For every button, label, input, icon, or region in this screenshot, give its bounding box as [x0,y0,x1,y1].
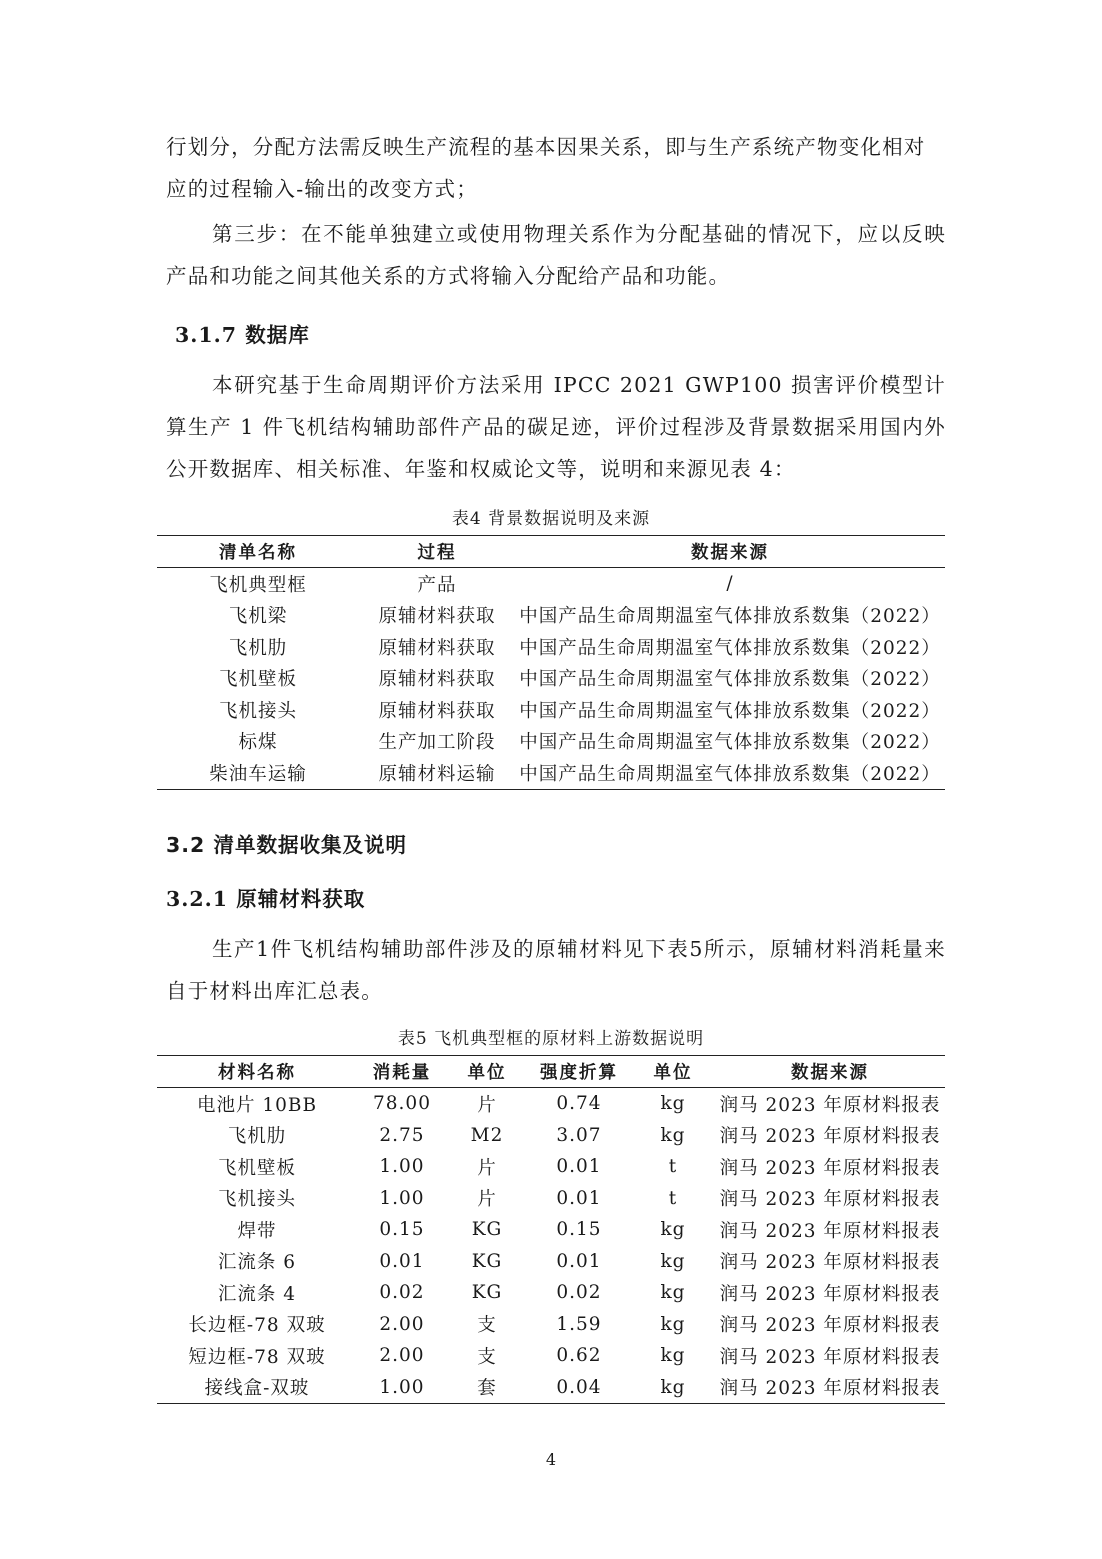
table-cell: 柴油车运输 [209,763,307,785]
table-cell: 中国产品生命周期温室气体排放系数集（2022） [519,732,941,754]
table-cell: 中国产品生命周期温室气体排放系数集（2022） [519,763,941,785]
table-cell: / [726,573,734,595]
table-cell: kg [660,1250,686,1272]
table-cell: 生产加工阶段 [378,732,496,754]
table-cell: 片 [477,1094,497,1116]
table-cell: KG [471,1282,503,1304]
table-cell: 飞机壁板 [218,669,297,691]
table-cell: 1.00 [379,1187,425,1209]
table5-header-cell: 消耗量 [372,1063,432,1083]
table-cell: 产品 [417,574,457,596]
table-cell: 支 [477,1315,497,1337]
table-cell: 中国产品生命周期温室气体排放系数集（2022） [519,637,941,659]
table-row [157,1151,945,1183]
table5-header-cell: 单位 [653,1063,693,1083]
table5-header-cell: 材料名称 [218,1063,296,1083]
table-cell: 0.01 [556,1187,602,1209]
table-cell: 润马 2023 年原材料报表 [719,1126,941,1148]
table4-header-cell: 过程 [417,543,457,563]
table-row [157,600,945,632]
table-cell: 标煤 [238,732,278,754]
table-cell: 接线盒-双玻 [204,1378,310,1400]
table-cell: 润马 2023 年原材料报表 [719,1157,941,1179]
table-cell: 0.01 [379,1250,425,1272]
table-cell: kg [660,1124,686,1146]
table-cell: 2.00 [379,1313,425,1335]
table5-header-cell: 数据来源 [791,1063,869,1083]
table-cell: 汇流条 6 [217,1252,297,1274]
table5-header-cell: 强度折算 [540,1063,618,1083]
table-cell: kg [660,1219,686,1241]
table-cell: 片 [477,1189,497,1211]
table5-header-row [157,1056,945,1088]
table4-header-cell: 清单名称 [219,543,297,563]
table-cell: kg [660,1313,686,1335]
table-cell: t [668,1156,678,1178]
table-cell: 长边框-78 双玻 [188,1315,326,1337]
paragraph-allocation-line1: 行划分，分配方法需反映生产流程的基本因果关系，即与生产系统产物变化相对 [166,135,926,159]
table-row [157,1372,945,1404]
table4-background-data [157,535,945,790]
table-row [157,1340,945,1372]
table-cell: 1.59 [556,1313,602,1335]
table-cell: 0.15 [379,1219,425,1241]
table-cell: 中国产品生命周期温室气体排放系数集（2022） [519,606,941,628]
table-cell: 0.01 [556,1250,602,1272]
table-cell: 原辅材料运输 [378,763,496,785]
table-row [157,1309,945,1341]
table-cell: 1.00 [379,1376,425,1398]
table-cell: 78.00 [373,1093,431,1115]
table-cell: 飞机壁板 [217,1157,296,1179]
table-cell: 汇流条 4 [217,1283,297,1305]
table-cell: 飞机梁 [228,606,288,628]
table-row [157,1088,945,1120]
table5-raw-materials [157,1055,945,1404]
table-cell: 短边框-78 双玻 [188,1346,326,1368]
table-cell: 飞机肋 [228,637,288,659]
page-number: 4 [545,1450,557,1469]
table-cell: 润马 2023 年原材料报表 [719,1189,941,1211]
table-row [157,663,945,695]
table-cell: 2.75 [379,1124,425,1146]
table-cell: kg [660,1282,686,1304]
table-cell: 0.02 [379,1282,425,1304]
table-cell: 原辅材料获取 [378,637,496,659]
table-cell: 润马 2023 年原材料报表 [719,1283,941,1305]
table-cell: 飞机接头 [218,700,297,722]
section-heading-3-2: 3.2 清单数据收集及说明 [166,833,407,857]
table-cell: 润马 2023 年原材料报表 [719,1378,941,1400]
table-cell: 焊带 [237,1220,277,1242]
table-cell: 0.74 [556,1093,602,1115]
table-cell: 原辅材料获取 [378,606,496,628]
paragraph-step-three: 第三步：在不能单独建立或使用物理关系作为分配基础的情况下，应以反映产品和功能之间其他关系的方式将输入分配给产品和功能。 [166,222,946,288]
table-cell: 飞机典型框 [209,574,307,596]
table-cell: 0.62 [556,1345,602,1367]
table-row [157,1277,945,1309]
table-cell: 0.02 [556,1282,602,1304]
table-cell: 2.00 [379,1345,425,1367]
table-row [157,631,945,663]
table-cell: 1.00 [379,1156,425,1178]
table-cell: 润马 2023 年原材料报表 [719,1252,941,1274]
table-cell: 0.15 [556,1219,602,1241]
table-cell: kg [660,1093,686,1115]
paragraph-raw-materials: 生产1件飞机结构辅助部件涉及的原辅材料见下表5所示，原辅材料消耗量来自于材料出库汇总表。 [166,937,946,1003]
table-row [157,1120,945,1152]
table-row [157,1246,945,1278]
table-cell: KG [471,1250,503,1272]
table-cell: 中国产品生命周期温室气体排放系数集（2022） [519,669,941,691]
table-cell: 原辅材料获取 [378,669,496,691]
table-cell: 原辅材料获取 [378,700,496,722]
table-cell: 0.01 [556,1156,602,1178]
table-cell: 飞机肋 [227,1126,287,1148]
table-cell: 润马 2023 年原材料报表 [719,1094,941,1116]
table-cell: kg [660,1345,686,1367]
table-cell: 润马 2023 年原材料报表 [719,1220,941,1242]
table-cell: 中国产品生命周期温室气体排放系数集（2022） [519,700,941,722]
paragraph-database-intro: 本研究基于生命周期评价方法采用 IPCC 2021 GWP100 损害评价模型计算生产 1 件飞机结构辅助部件产品的碳足迹，评价过程涉及背景数据采用国内外公开数据库、相关标准、年鉴和权威论文等，说明和来源见表 4： [166,373,946,481]
table-row [157,1183,945,1215]
table5-caption: 表5 飞机典型框的原材料上游数据说明 [397,1029,705,1049]
table-cell: M2 [470,1124,504,1146]
section-heading-3-1-7: 3.1.7 数据库 [175,323,310,347]
table-cell: 0.04 [556,1376,602,1398]
table4-caption: 表4 背景数据说明及来源 [451,509,651,529]
table4-header-cell: 数据来源 [691,543,769,563]
table-cell: 片 [477,1157,497,1179]
table-cell: 套 [477,1378,497,1400]
table-cell: 3.07 [556,1124,602,1146]
table-row [157,757,945,789]
table-row [157,568,945,600]
table-row [157,694,945,726]
table-cell: kg [660,1376,686,1398]
table4-header-row [157,536,945,568]
table5-header-cell: 单位 [467,1063,507,1083]
table-cell: 飞机接头 [217,1189,296,1211]
table-cell: 支 [477,1346,497,1368]
table-cell: 电池片 10BB [196,1094,318,1116]
table-cell: t [668,1187,678,1209]
table-cell: 润马 2023 年原材料报表 [719,1346,941,1368]
table-cell: 润马 2023 年原材料报表 [719,1315,941,1337]
table-row [157,726,945,758]
table-row [157,1214,945,1246]
table-cell: KG [471,1219,503,1241]
section-heading-3-2-1: 3.2.1 原辅材料获取 [166,887,366,911]
paragraph-allocation-line2: 应的过程输入-输出的改变方式； [166,177,478,201]
